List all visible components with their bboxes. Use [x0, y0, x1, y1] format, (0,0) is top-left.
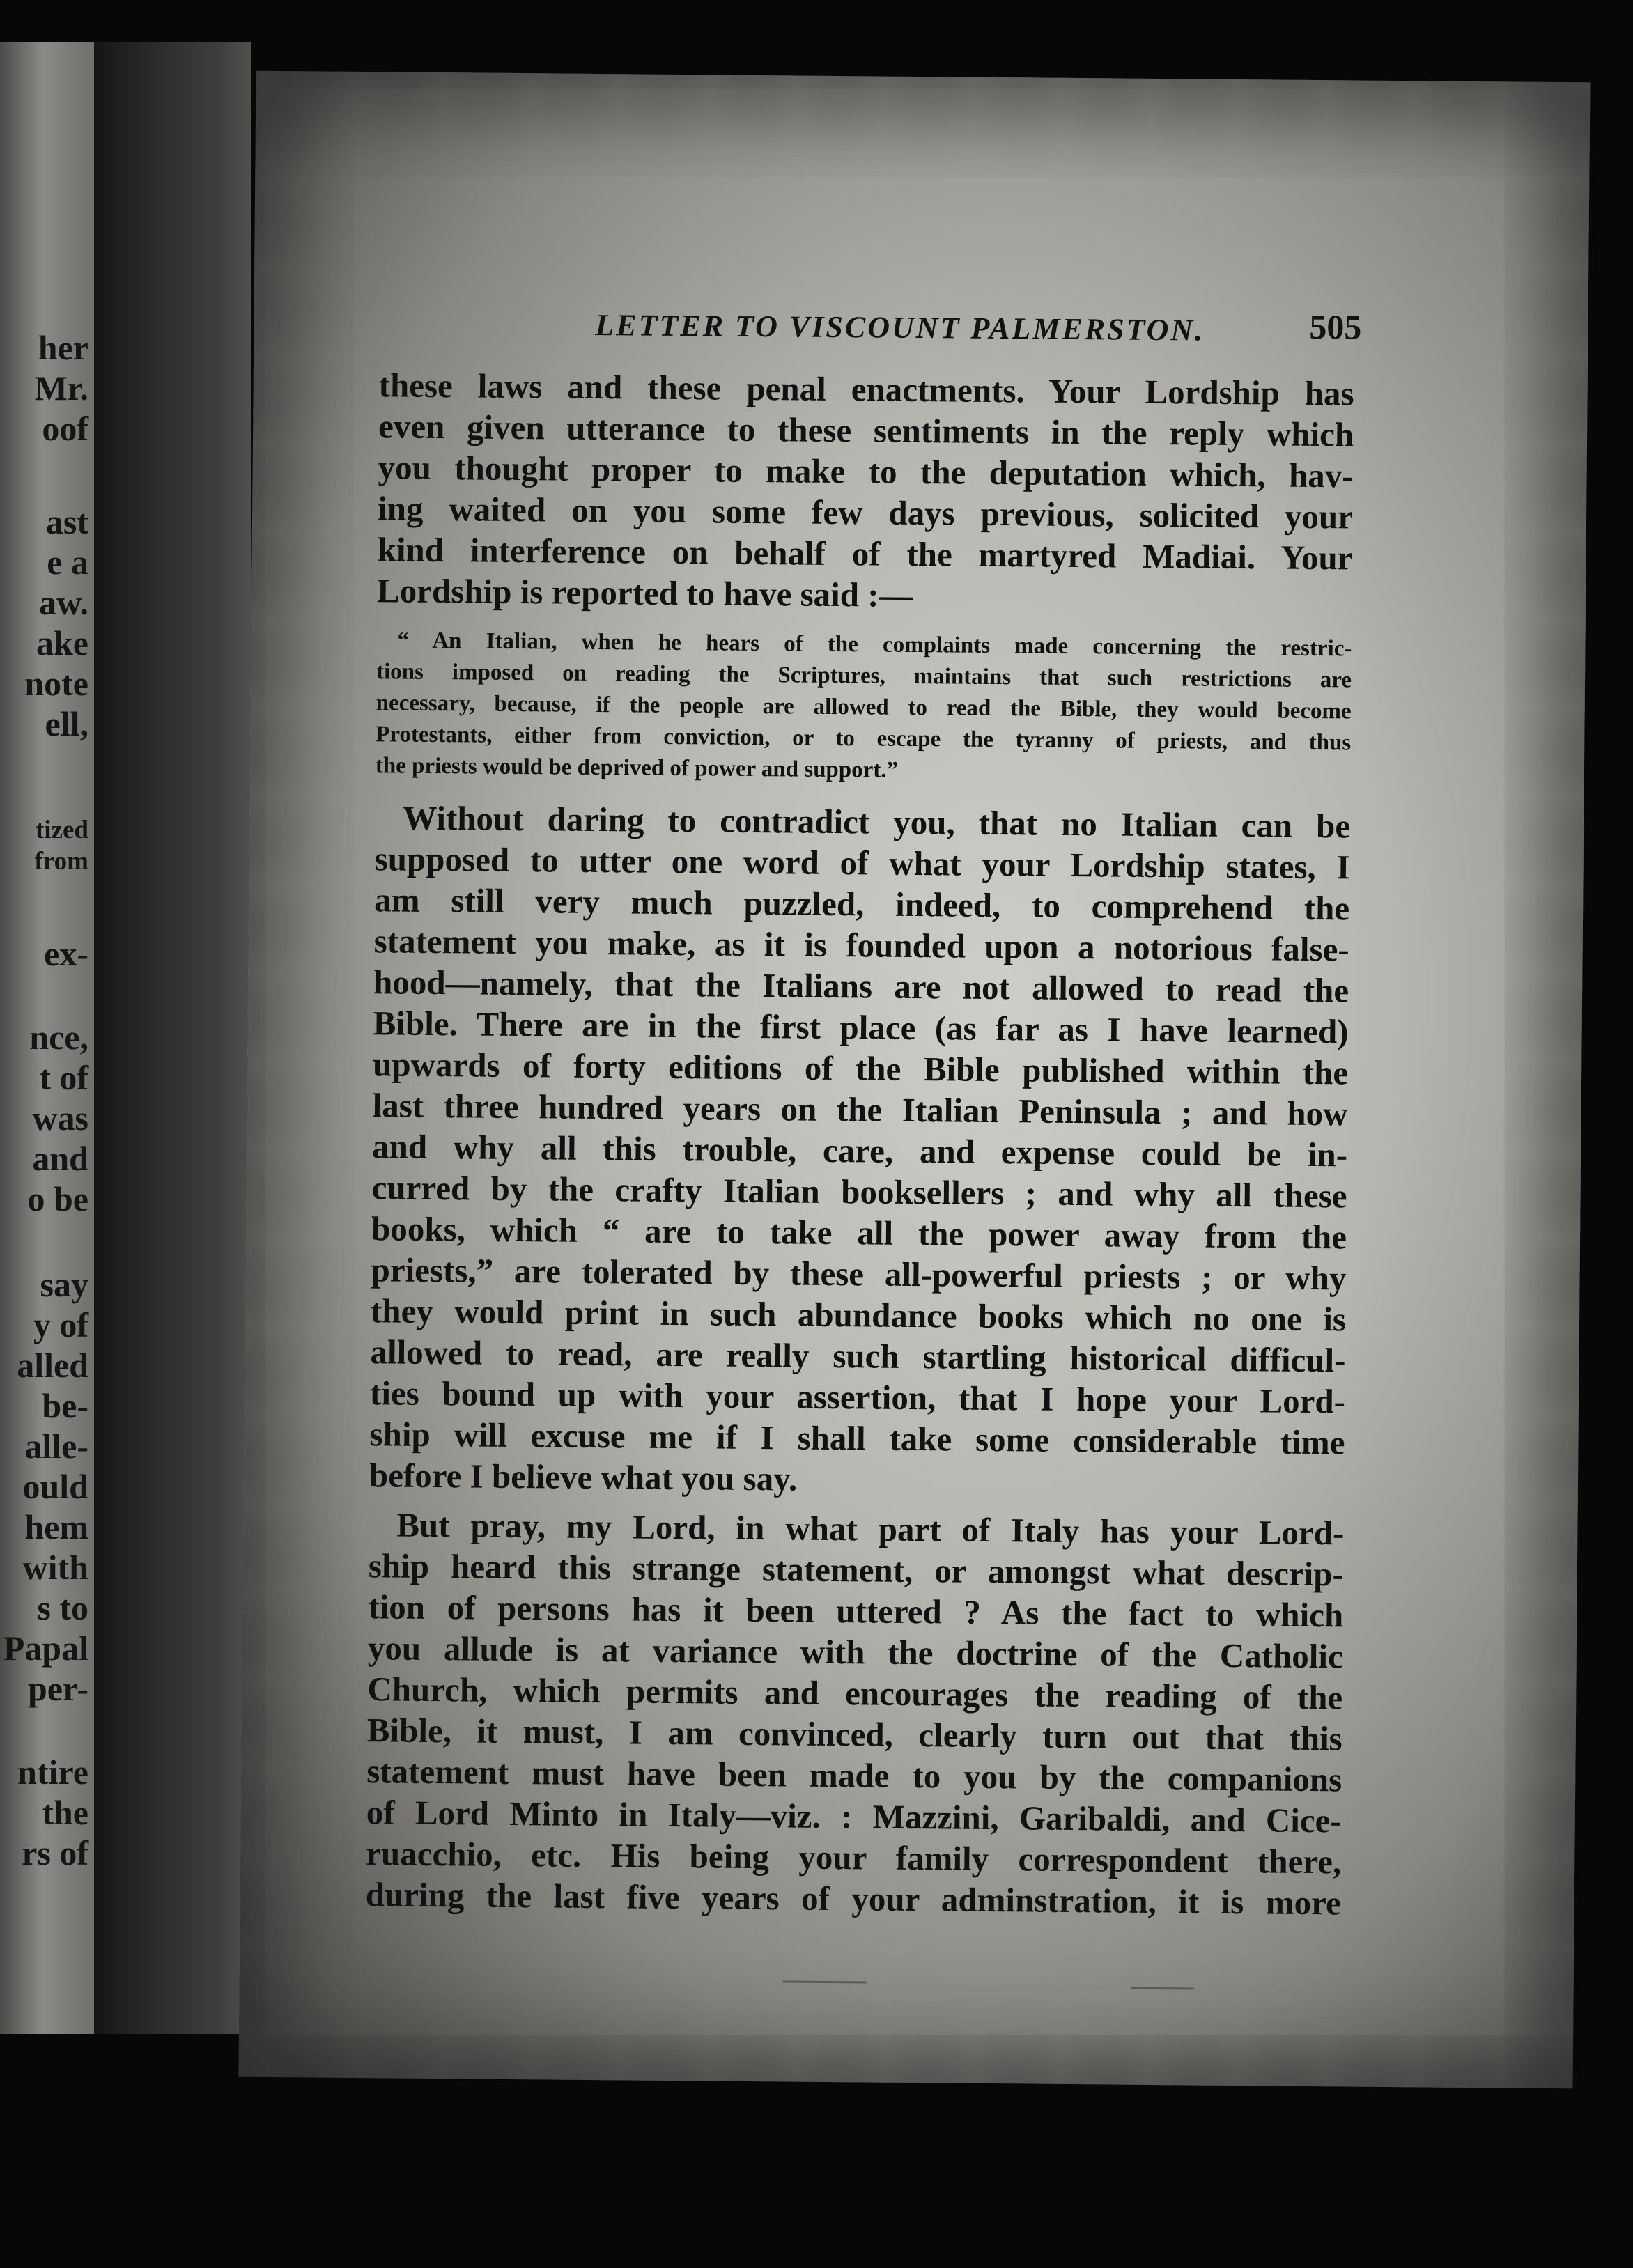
text-line: allowed to read, are really such startling historical difficul-: [370, 1333, 1346, 1380]
text-line: ruacchio, etc. His being your family correspondent there,: [366, 1834, 1342, 1881]
quote-line: the priests would be deprived of power and support.”: [375, 753, 899, 783]
text-line: before I believe what you say.: [369, 1456, 798, 1498]
facing-page-text: her: [38, 328, 88, 367]
facing-page-text: aw.: [39, 583, 88, 622]
text-line: ship will excuse me if I shall take some considerable time: [369, 1415, 1345, 1462]
book-page: [238, 71, 1590, 2089]
print-mark: [1131, 1987, 1194, 1990]
facing-page-text: the: [42, 1793, 88, 1832]
quote-line: “ An Italian, when he hears of the complaints made concerning the restric-: [397, 628, 1352, 662]
body-text: [366, 364, 1354, 1923]
text-line: ship heard this strange statement, or amongst what descrip-: [368, 1546, 1345, 1594]
print-mark: [783, 1980, 867, 1983]
quote-line: tions imposed on reading the Scriptures, maintains that such restrictions are: [376, 659, 1352, 693]
facing-page-text: s to: [37, 1588, 88, 1627]
text-line: ing waited on you some few days previous, solicited your: [377, 489, 1354, 536]
facing-page-text: per-: [28, 1669, 88, 1708]
text-line: Bible, it must, I am convinced, clearly turn out that this: [366, 1711, 1343, 1758]
text-line: you allude is at variance with the doctrine of the Catholic: [367, 1629, 1344, 1676]
text-line: upwards of forty editions of the Bible published within the: [372, 1045, 1349, 1092]
text-line: priests,” are tolerated by these all-powerful priests ; or why: [371, 1250, 1347, 1298]
facing-page-text: be-: [42, 1386, 88, 1425]
facing-page-text: ex-: [44, 934, 88, 973]
facing-page-text: o be: [27, 1179, 88, 1218]
text-line: ties bound up with your assertion, that I hope your Lord-: [369, 1374, 1346, 1421]
facing-page-text: say: [40, 1265, 88, 1304]
text-line: hood—namely, that the Italians are not allowed to read the: [373, 963, 1349, 1010]
quote-line: Protestants, either from conviction, or to escape the tyranny of priests, and thus: [376, 722, 1352, 756]
text-line: Bible. There are in the first place (as far as I have learned): [373, 1004, 1349, 1051]
text-line: and why all this trouble, care, and expense could be in-: [371, 1127, 1348, 1174]
text-line: of Lord Minto in Italy—viz. : Mazzini, Garibaldi, and Cice-: [366, 1793, 1342, 1840]
facing-page-text: e a: [47, 543, 88, 582]
facing-page-text: t of: [39, 1058, 88, 1097]
book-gutter: [94, 42, 251, 2034]
text-line: these laws and these penal enactments. Your Lordship has: [378, 366, 1354, 413]
text-line: kind interference on behalf of the martyred Madiai. Your: [377, 530, 1353, 577]
facing-page-text: Papal: [3, 1629, 88, 1668]
quoted-passage: [376, 625, 1352, 790]
text-line: books, which “ are to take all the power away from the: [371, 1209, 1347, 1257]
facing-page-text: tized: [35, 816, 88, 844]
quote-line: necessary, because, if the people are allowed to read the Bible, they would become: [376, 690, 1352, 724]
text-line: But pray, my Lord, in what part of Italy has your Lord-: [396, 1505, 1345, 1553]
text-line: am still very much puzzled, indeed, to comprehend the: [373, 880, 1350, 928]
facing-page-text: with: [22, 1548, 88, 1587]
text-line: Lordship is reported to have said :—: [376, 571, 913, 614]
facing-page-text: ell,: [45, 704, 88, 743]
text-line: last three hundred years on the Italian Peninsula ; and how: [372, 1086, 1348, 1133]
facing-page-text: ake: [36, 623, 88, 662]
facing-page-text: and: [32, 1139, 88, 1178]
text-line: statement must have been made to you by the companions: [366, 1752, 1342, 1799]
running-title: LETTER TO VISCOUNT PALMERSTON.: [595, 307, 1205, 348]
facing-page-text: ast: [45, 502, 88, 541]
text-line: curred by the crafty Italian booksellers ; and why all these: [371, 1168, 1347, 1215]
paragraph-3: [366, 1504, 1345, 1923]
paragraph-1: [377, 364, 1354, 619]
facing-page-text: oof: [42, 409, 88, 448]
text-line: during the last five years of your adminstration, it is more: [365, 1875, 1341, 1923]
text-line: you thought proper to make to the deputation which, hav-: [378, 448, 1354, 495]
facing-page-text: nce,: [29, 1018, 88, 1057]
text-line: Without daring to contradict you, that no Italian can be: [403, 798, 1351, 846]
facing-page-text: was: [32, 1098, 88, 1137]
facing-page-text: note: [24, 664, 88, 703]
page-number: 505: [1309, 306, 1362, 347]
facing-page-text: ould: [22, 1467, 88, 1506]
text-line: tion of persons has it been uttered ? As the fact to which: [368, 1587, 1344, 1635]
facing-page-text: y of: [33, 1305, 88, 1344]
facing-page-text: rs of: [22, 1833, 88, 1872]
text-line: even given utterance to these sentiments in the reply which: [378, 407, 1354, 454]
facing-page-text: hem: [24, 1507, 88, 1546]
facing-page-text: alled: [17, 1346, 88, 1385]
paragraph-2: [369, 797, 1351, 1504]
facing-page-text: from: [34, 847, 88, 876]
facing-page-text: ntire: [17, 1753, 88, 1792]
facing-page-text: alle-: [24, 1427, 88, 1466]
facing-page-text: Mr.: [34, 368, 88, 407]
facing-page-fragment: [0, 42, 94, 2034]
text-line: statement you make, as it is founded upon a notorious false-: [373, 922, 1349, 969]
text-line: Church, which permits and encourages the reading of the: [367, 1670, 1343, 1717]
text-line: they would print in such abundance books which no one is: [370, 1291, 1347, 1339]
text-line: supposed to utter one word of what your Lordship states, I: [374, 839, 1350, 887]
